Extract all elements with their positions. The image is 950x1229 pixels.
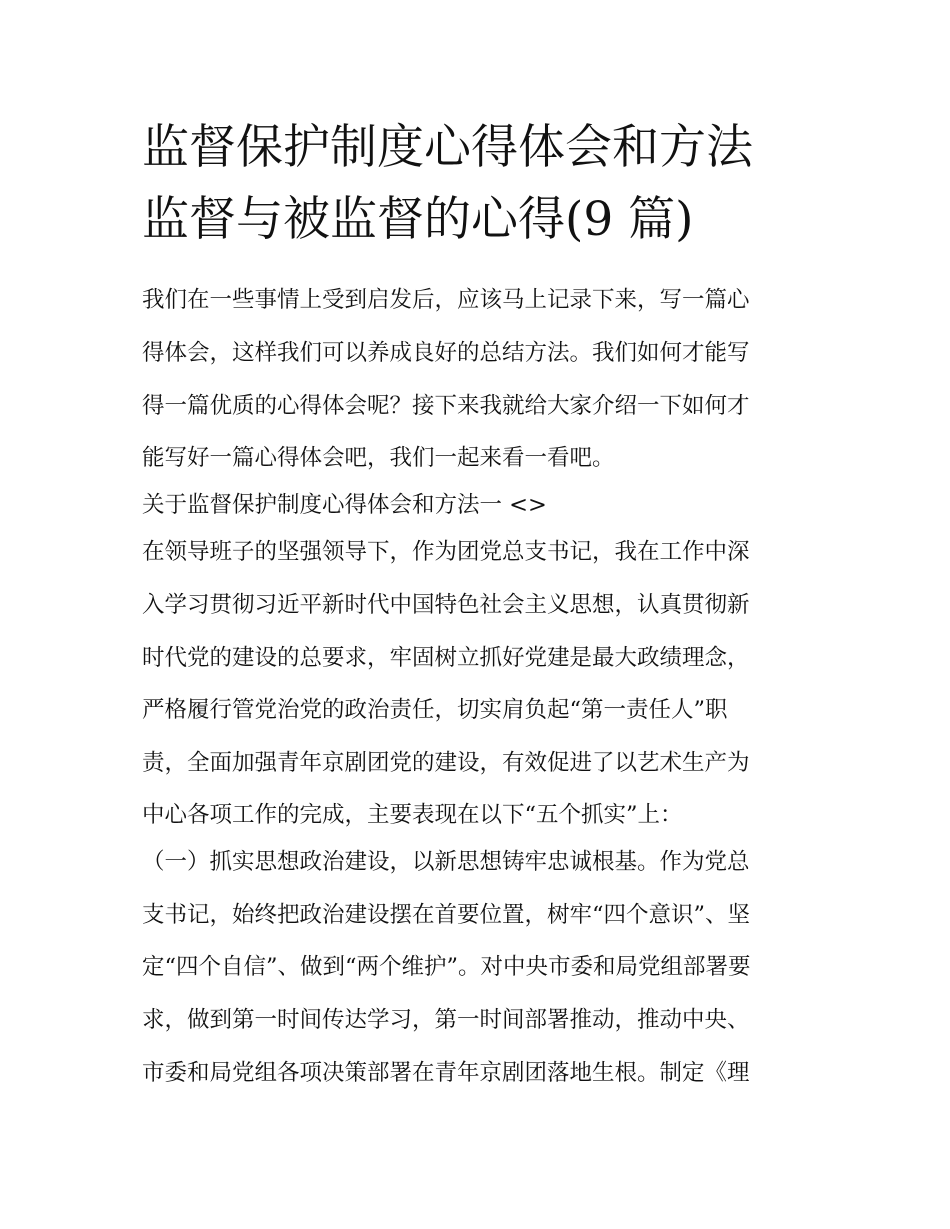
body-line-2: 得体会，这样我们可以养成良好的总结方法。我们如何才能写 (142, 340, 750, 366)
body-line-8: 时代党的建设的总要求，牢固树立抓好党建是最大政绩理念， (142, 645, 750, 671)
body-line-12: （一）抓实思想政治建设，以新思想铸牢忠诚根基。作为党总 (142, 849, 750, 875)
body-line-15: 求，做到第一时间传达学习，第一时间部署推动，推动中央、 (142, 1007, 750, 1033)
body-line-16: 市委和局党组各项决策部署在青年京剧团落地生根。制定《理 (142, 1060, 750, 1086)
body-line-10: 责，全面加强青年京剧团党的建设，有效促进了以艺术生产为 (142, 750, 750, 776)
body-line-1: 我们在一些事情上受到启发后，应该马上记录下来，写一篇心 (142, 287, 750, 313)
body-line-3: 得一篇优质的心得体会呢？接下来我就给大家介绍一下如何才 (142, 393, 750, 419)
body-line-11: 中心各项工作的完成，主要表现在以下“五个抓实”上： (142, 802, 683, 828)
body-line-7: 入学习贯彻习近平新时代中国特色社会主义思想，认真贯彻新 (142, 592, 750, 618)
body-line-13: 支书记，始终把政治建设摆在首要位置，树牢“四个意识”、坚 (142, 902, 751, 928)
body-line-9: 严格履行管党治党的政治责任，切实肩负起“第一责任人”职 (142, 697, 728, 723)
body-line-6: 在领导班子的坚强领导下，作为团党总支书记，我在工作中深 (142, 539, 750, 565)
document-title (142, 112, 842, 256)
body-line-4: 能写好一篇心得体会吧，我们一起来看一看吧。 (142, 445, 615, 471)
body-line-14: 定“四个自信”、做到“两个维护”。对中央市委和局党组部署要 (142, 954, 751, 980)
title-line-1: 监督保护制度心得体会和方法 (142, 120, 753, 175)
section-heading: 关于监督保护制度心得体会和方法一 <> (142, 492, 547, 518)
title-line-2: 监督与被监督的心得(9 篇) (142, 192, 694, 247)
